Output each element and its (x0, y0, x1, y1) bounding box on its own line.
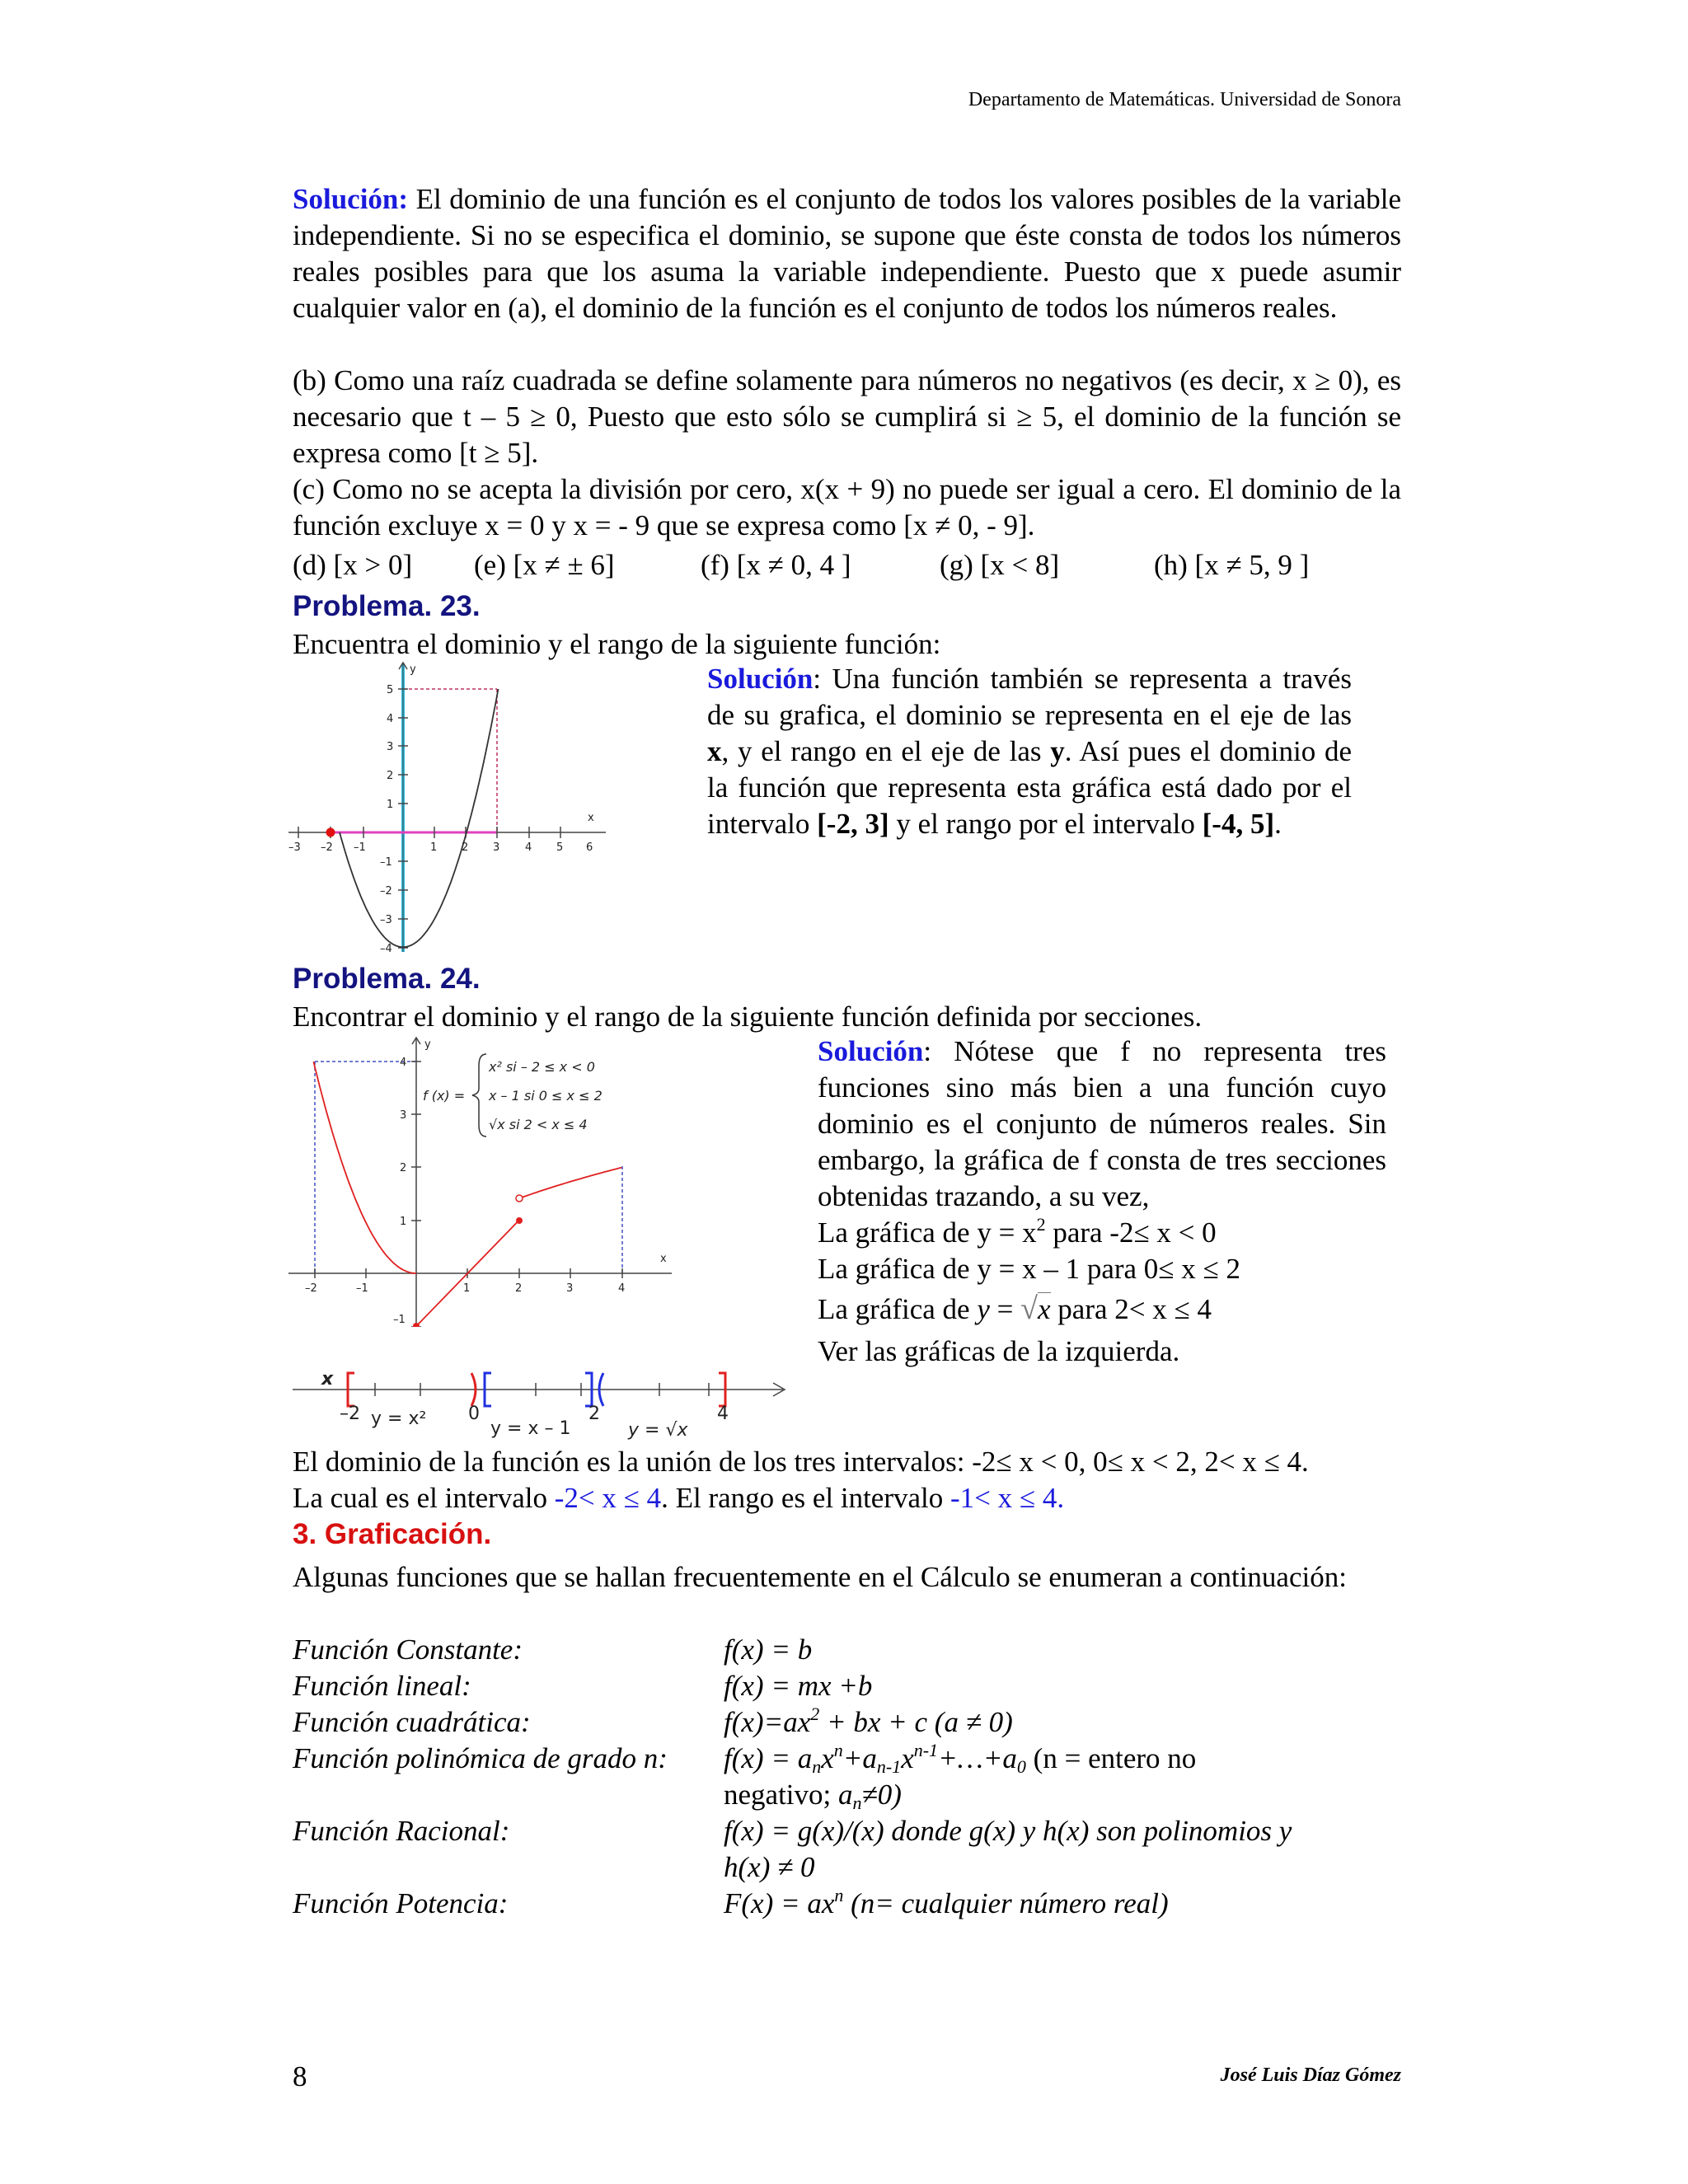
section-3-intro: Algunas funciones que se hallan frecuentemente en el Cálculo se enumeran a continuación: (293, 1561, 1347, 1593)
y-tick-label: 1 (387, 799, 394, 811)
problem-24-statement: Encontrar el dominio y el rango de la siguiente función definida por secciones. (293, 1001, 1203, 1033)
y-tick-label: –1 (380, 856, 392, 869)
solution-label: Solución (818, 1035, 924, 1067)
x-tick-label: –3 (288, 841, 301, 854)
function-expr-cont: h(x) ≠ 0 (724, 1851, 815, 1883)
problem-24-title: Problema. 24. (293, 963, 481, 995)
function-name: Función Potencia: (293, 1887, 509, 1919)
segment-label: y = x² (371, 1408, 427, 1429)
problem-24-graph (284, 1034, 762, 1327)
solution-paragraph (293, 181, 1401, 326)
function-name: Función polinómica de grado n: (293, 1742, 668, 1774)
x-axis-label: x (660, 1253, 667, 1265)
number-line-tick: –2 (340, 1404, 360, 1424)
segment-label: y = √x (628, 1420, 688, 1441)
answer-h: (h) [x ≠ 5, 9 ] (1154, 549, 1310, 581)
domain-interval: -2< x ≤ 4 (554, 1482, 662, 1514)
answer-d: (d) [x > 0] (293, 549, 413, 581)
problem-23-title: Problema. 23. (293, 590, 481, 622)
solution-part-c: (c) Como no se acepta la división por cero, x(x + 9) no puede ser igual a cero. El dominio de la función excluye x = 0 y x = - 9 que se expresa como [x ≠ 0, - 9]. (293, 473, 1401, 541)
y-tick-label: 2 (387, 770, 394, 782)
x-tick-label: 5 (556, 841, 564, 854)
function-expr: f(x) = mx +b (724, 1670, 873, 1702)
x-tick-label: 6 (586, 841, 593, 854)
page-header: Departamento de Matemáticas. Universidad de Sonora (968, 89, 1401, 110)
problem-23-statement: Encuentra el dominio y el rango de la siguiente función: (293, 628, 941, 660)
function-name: Función cuadrática: (293, 1706, 531, 1738)
x-tick-label: 1 (463, 1282, 471, 1295)
graph-line-1: La gráfica de $y = x^2$ para -2≤ x < 0 (818, 1214, 1217, 1249)
function-expr: f(x) = b (724, 1633, 813, 1666)
x-tick-label: –2 (321, 841, 333, 854)
function-expr: f(x) = g(x)/(x) donde g(x) y h(x) son polinomios y (724, 1815, 1292, 1847)
y-tick-label: 4 (387, 713, 394, 725)
x-tick-label: 4 (618, 1282, 626, 1295)
y-tick-label: –1 (393, 1314, 406, 1326)
x-tick-label: –1 (356, 1282, 368, 1295)
x-tick-label: 2 (462, 841, 469, 854)
problem-23-solution: Solución: Una función también se representa a través de su grafica, el dominio se representa en el eje de las x, y el rango en el eje de las y. Así pues el dominio de la función que representa esta gráfica está dado por el intervalo [-2, 3] y el rango por el intervalo [-4, 5]. (707, 663, 1352, 840)
graph-line-4: Ver las gráficas de la izquierda. (818, 1335, 1180, 1367)
function-label: f (x) = (423, 1088, 466, 1104)
problem-23-graph (284, 659, 610, 956)
case-2: x – 1 si 0 ≤ x ≤ 2 (489, 1088, 603, 1104)
function-name: Función Racional: (293, 1815, 510, 1847)
x-tick-label: 3 (566, 1282, 574, 1295)
number-line-tick: 4 (717, 1404, 729, 1424)
number-line-tick: 0 (468, 1404, 480, 1424)
function-name: Función Constante: (293, 1633, 523, 1666)
y-tick-label: –3 (380, 914, 392, 926)
y-tick-label: 4 (400, 1057, 407, 1069)
closed-point (516, 1217, 523, 1224)
function-expr: $f(x) = a_nx^n+a_{n-1}x^{n-1}+\dots+a_0$ (n = entero no (724, 1740, 1197, 1777)
y-tick-label: 1 (400, 1216, 407, 1228)
domain-start-point (326, 828, 335, 837)
page-number: 8 (293, 2060, 307, 2093)
author-name: José Luis Díaz Gómez (1220, 2064, 1401, 2086)
function-expr-cont: negativo; $a_n\ne 0$) (724, 1779, 902, 1813)
answer-g: (g) [x < 8] (940, 549, 1060, 581)
open-point (516, 1195, 523, 1202)
number-line-variable: x (321, 1369, 334, 1390)
y-axis-label: y (410, 663, 416, 676)
x-tick-label: 2 (515, 1282, 523, 1295)
x-tick-label: –2 (305, 1282, 317, 1295)
y-tick-label: 3 (387, 741, 394, 753)
problem-24-solution: Solución: Nótese que f no representa tres funciones sino más bien a una función cuyo dominio es el conjunto de números reales. Sin embargo, la gráfica de f consta de tres secciones obtenidas trazando, a su vez, (818, 1035, 1386, 1212)
answer-f: (f) [x ≠ 0, 4 ] (701, 549, 851, 581)
function-name: Función lineal: (293, 1670, 471, 1702)
y-tick-label: –2 (380, 885, 392, 898)
graph-line-2: La gráfica de y = x – 1 para 0≤ x ≤ 2 (818, 1253, 1240, 1285)
y-tick-label: 5 (387, 684, 394, 696)
solution-text: El dominio de una función es el conjunto de todos los valores posibles de la variable independiente. Si no se especifica el dominio, se supone que éste consta de todos los números reales posibles para que los asuma la variable independiente. Puesto que x puede asumir cualquier valor en (a), el dominio de la función es el conjunto de todos los números reales. (293, 183, 1401, 324)
number-line-tick: 2 (588, 1404, 600, 1424)
y-tick-label: 2 (400, 1162, 407, 1174)
segment-label: y = x – 1 (490, 1418, 571, 1439)
x-tick-label: 4 (525, 841, 532, 854)
solution-label: Solución (707, 663, 814, 695)
answer-e: (e) [x ≠ ± 6] (474, 549, 615, 581)
domain-number-line (288, 1360, 791, 1442)
y-tick-label: 3 (400, 1109, 407, 1122)
function-expr: $F(x) = ax^n$ (n= cualquier número real) (724, 1885, 1169, 1919)
solution-part-b: (b) Como una raíz cuadrada se define solamente para números no negativos (es decir, x ≥ 0), es necesario que t – 5 ≥ 0, Puesto que esto sólo se cumplirá si ≥ 5, el dominio de la función se expresa como [t ≥ 5]. (293, 364, 1401, 469)
x-tick-label: 3 (493, 841, 500, 854)
x-tick-label: 1 (430, 841, 438, 854)
interval-text: La cual es el intervalo -2< x ≤ 4. El rango es el intervalo -1< x ≤ 4. (293, 1482, 1065, 1514)
graph-line-3: La gráfica de y = √x para 2< x ≤ 4 (818, 1291, 1212, 1326)
y-tick-label: –4 (380, 943, 392, 955)
case-3: √x si 2 < x ≤ 4 (489, 1117, 588, 1132)
y-axis-label: y (424, 1038, 431, 1051)
function-expr: $f(x)=ax^2$ + bx + c (a ≠ 0) (724, 1704, 1013, 1738)
solution-label: Solución: (293, 183, 409, 215)
x-axis-label: x (588, 812, 594, 824)
x-tick-label: –1 (354, 841, 366, 854)
range-interval: [-4, 5] (1202, 808, 1275, 840)
range-interval: -1< x ≤ 4. (950, 1482, 1065, 1514)
domain-interval: [-2, 3] (817, 808, 889, 840)
section-3-title: 3. Graficación. (293, 1518, 492, 1550)
domain-union-text: El dominio de la función es la unión de los tres intervalos: -2≤ x < 0, 0≤ x < 2, 2< x ≤ 4. (293, 1446, 1309, 1478)
case-1: x² si – 2 ≤ x < 0 (489, 1059, 595, 1075)
